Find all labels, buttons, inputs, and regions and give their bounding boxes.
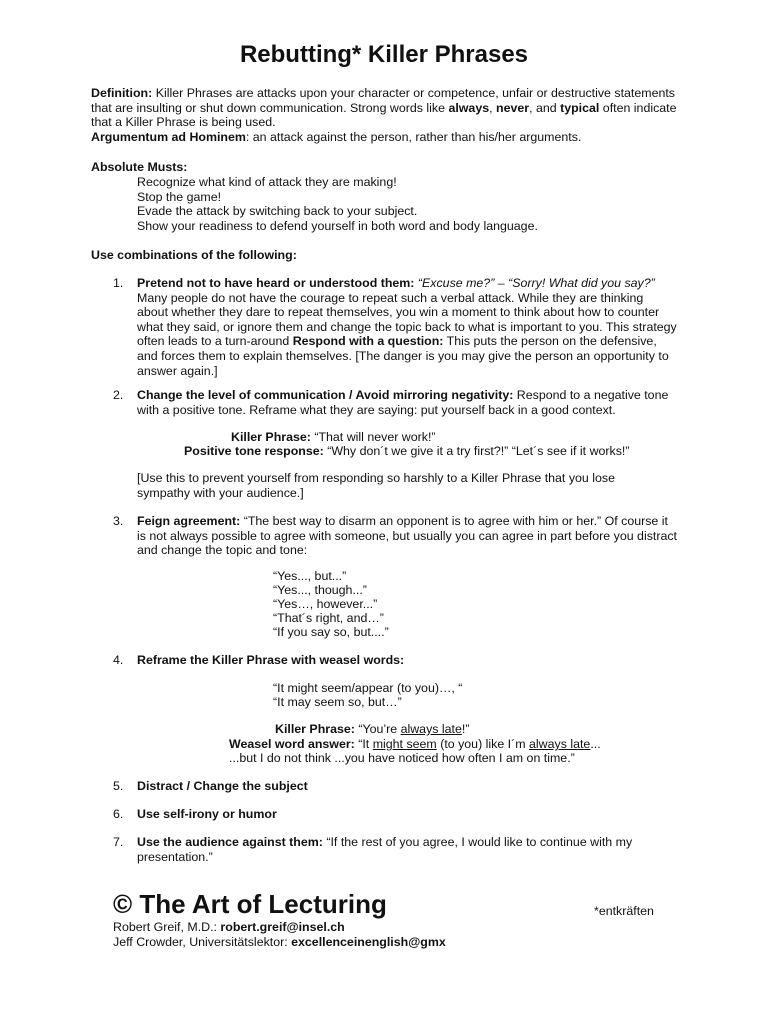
item-number: 2. bbox=[113, 388, 124, 402]
item-6-text: Use self-irony or humor bbox=[137, 807, 277, 821]
page-title: Rebutting* Killer Phrases bbox=[239, 41, 529, 68]
contact-line: Robert Greif, M.D.: robert.greif@insel.ch bbox=[113, 920, 345, 934]
contact-line: Jeff Crowder, Universitätslektor: excellenceinenglish@gmx bbox=[113, 935, 446, 949]
footnote: *entkräften bbox=[594, 904, 654, 918]
item-2-note: [Use this to prevent yourself from responding so harshly to a Killer Phrase that you lose sympathy with your audience.] bbox=[137, 471, 615, 500]
musts-item: Recognize what kind of attack they are making! bbox=[137, 175, 397, 189]
killer-phrase-example: Killer Phrase: “You’re always late!” bbox=[275, 722, 470, 736]
weasel-quote: “It might seem/appear (to you)…, “ bbox=[273, 681, 463, 695]
killer-phrase-example: Killer Phrase: “That will never work!” bbox=[231, 430, 436, 444]
item-7-text: Use the audience against them: “If the rest of you agree, I would like to continue with my presentation.” bbox=[137, 835, 633, 864]
email-link[interactable]: excellenceinenglish@gmx bbox=[291, 935, 446, 949]
item-3-text: Feign agreement: “The best way to disarm an opponent is to agree with him or her.” Of course it is not always possible to agree with someone, but usually you can agree in part before you distract and change the topic and tone: bbox=[137, 514, 677, 558]
weasel-word-answer-continued: ...but I do not think ...you have noticed how often I am on time.” bbox=[229, 751, 575, 765]
positive-tone-response: Positive tone response: “Why don´t we give it a try first?!” “Let´s see if it works!” bbox=[184, 444, 630, 458]
emphasis-never: never bbox=[496, 100, 530, 115]
item-number: 3. bbox=[113, 514, 124, 528]
agreement-quote: “Yes..., but...” bbox=[273, 569, 347, 583]
item-number: 5. bbox=[113, 779, 124, 793]
email-link[interactable]: robert.greif@insel.ch bbox=[220, 920, 345, 934]
musts-heading: Absolute Musts: bbox=[91, 160, 188, 174]
weasel-quote: “It may seem so, but…” bbox=[273, 695, 402, 709]
agreement-quote: “If you say so, but....” bbox=[273, 625, 389, 639]
item-number: 7. bbox=[113, 835, 124, 849]
brand-title: © The Art of Lecturing bbox=[113, 889, 387, 919]
item-number: 1. bbox=[113, 276, 124, 290]
combinations-heading: Use combinations of the following: bbox=[91, 248, 297, 262]
emphasis-typical: typical bbox=[560, 100, 600, 115]
musts-item: Evade the attack by switching back to your subject. bbox=[137, 204, 418, 218]
agreement-quote: “Yes…, however...” bbox=[273, 597, 378, 611]
agreement-quote: “That´s right, and…” bbox=[273, 611, 384, 625]
argumentum-label: Argumentum ad Hominem bbox=[91, 129, 246, 144]
emphasis-always: always bbox=[448, 100, 490, 115]
musts-item: Stop the game! bbox=[137, 190, 222, 204]
weasel-word-answer: Weasel word answer: “It might seem (to you) like I´m always late... bbox=[229, 737, 601, 751]
item-number: 4. bbox=[113, 653, 124, 667]
definition-paragraph: Definition: Killer Phrases are attacks upon your character or competence, unfair or destructive statements that are insulting or shut down communication. Strong words like always, never, and typical often indicate that a Killer Phrase is being used. Argumentum ad Hominem: an attack against the person, rather than his/her arguments. bbox=[91, 86, 677, 144]
agreement-quote: “Yes..., though...” bbox=[273, 583, 367, 597]
item-1-text: Pretend not to have heard or understood them: “Excuse me?” – “Sorry! What did you say?” Many people do not have the courage to repeat such a verbal attack. While they are thinking about whether they dare to repeat themselves, you win a moment to think about how to counter what they said, or ignore them and change the topic back to what is important to you. This strategy often leads to a turn-around Respond with a question: This puts the person on the defensive, and forces them to explain themselves. [The danger is you may give the person an opportunity to answer again.] bbox=[137, 276, 677, 378]
item-5-text: Distract / Change the subject bbox=[137, 779, 308, 793]
musts-item: Show your readiness to defend yourself in both word and body language. bbox=[137, 219, 538, 233]
item-4-text: Reframe the Killer Phrase with weasel words: bbox=[137, 653, 405, 667]
definition-label: Definition: bbox=[91, 86, 153, 100]
item-2-text: Change the level of communication / Avoid mirroring negativity: Respond to a negative tone with a positive tone. Reframe what they are saying: put yourself back in a good context. bbox=[137, 388, 669, 417]
item-number: 6. bbox=[113, 807, 124, 821]
